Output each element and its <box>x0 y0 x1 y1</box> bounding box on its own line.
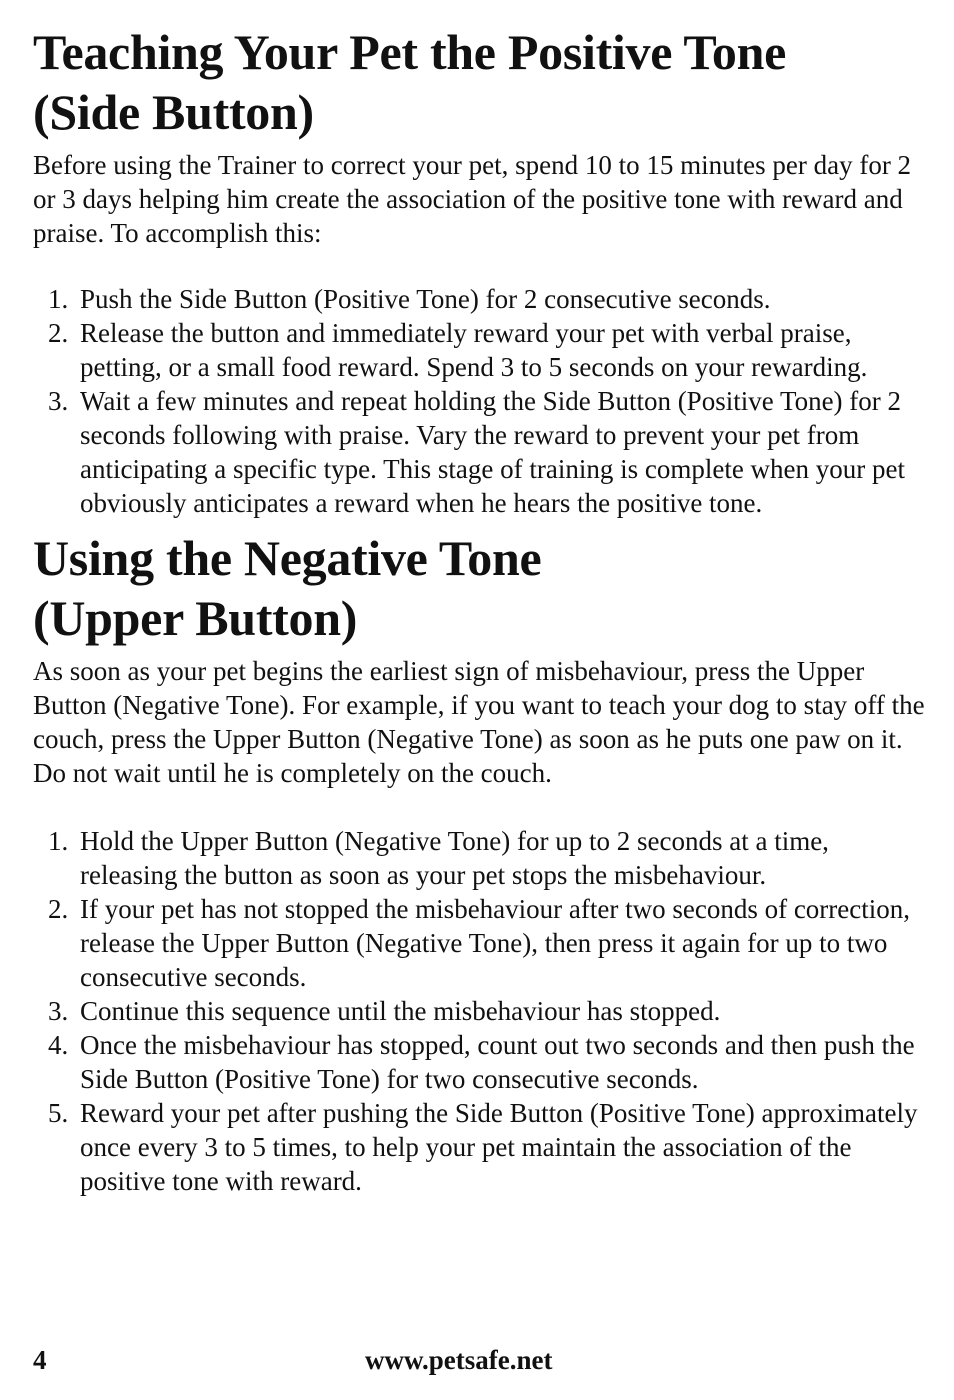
negative-tone-steps <box>33 824 928 1198</box>
step-text: Once the misbehaviour has stopped, count out two seconds and then push the Side Button (Positive Tone) for two consecutive seconds. <box>80 1030 915 1094</box>
step-number: 4. <box>48 1030 69 1060</box>
step-number: 3. <box>48 996 69 1026</box>
list-item <box>33 892 928 994</box>
website-link[interactable]: www.petsafe.net <box>365 1345 553 1375</box>
step-text: Continue this sequence until the misbehaviour has stopped. <box>80 996 721 1026</box>
positive-tone-steps <box>33 282 928 520</box>
positive-tone-heading <box>33 22 928 142</box>
list-item <box>33 282 928 316</box>
positive-tone-heading-text: Teaching Your Pet the Positive Tone (Side Button) <box>33 24 786 140</box>
step-text: Push the Side Button (Positive Tone) for 2 consecutive seconds. <box>80 284 771 314</box>
list-item <box>33 994 928 1028</box>
step-text: Reward your pet after pushing the Side Button (Positive Tone) approximately once every 3 to 5 times, to help your pet maintain the association of the positive tone with reward. <box>80 1098 918 1196</box>
list-item <box>33 316 928 384</box>
step-text: Hold the Upper Button (Negative Tone) for up to 2 seconds at a time, releasing the button as soon as your pet stops the misbehaviour. <box>80 826 829 890</box>
negative-tone-heading <box>33 528 928 648</box>
step-number: 1. <box>48 826 69 856</box>
step-number: 1. <box>48 284 69 314</box>
list-item <box>33 1028 928 1096</box>
step-text: If your pet has not stopped the misbehaviour after two seconds of correction, release the Upper Button (Negative Tone), then press it again for up to two consecutive seconds. <box>80 894 911 992</box>
positive-tone-intro: Before using the Trainer to correct your pet, spend 10 to 15 minutes per day for 2 or 3 days helping him create the association of the positive tone with reward and praise. To accomplish this: <box>33 150 912 248</box>
step-number: 3. <box>48 386 69 416</box>
step-number: 2. <box>48 894 69 924</box>
step-number: 2. <box>48 318 69 348</box>
step-text: Release the button and immediately reward your pet with verbal praise, petting, or a small food reward. Spend 3 to 5 seconds on your rewarding. <box>80 318 868 382</box>
negative-tone-heading-text: Using the Negative Tone (Upper Button) <box>33 530 542 646</box>
page-number: 4 <box>33 1345 47 1375</box>
step-number: 5. <box>48 1098 69 1128</box>
list-item <box>33 1096 928 1198</box>
document-page <box>33 22 928 1198</box>
page-footer <box>33 1340 928 1380</box>
list-item <box>33 824 928 892</box>
list-item <box>33 384 928 520</box>
negative-tone-intro: As soon as your pet begins the earliest sign of misbehaviour, press the Upper Button (Negative Tone). For example, if you want to teach your dog to stay off the couch, press the Upper Button (Negative Tone) as soon as he puts one paw on it. Do not wait until he is completely on the couch. <box>33 656 925 788</box>
step-text: Wait a few minutes and repeat holding the Side Button (Positive Tone) for 2 seconds following with praise. Vary the reward to prevent your pet from anticipating a specific type. This stage of training is complete when your pet obviously anticipates a reward when he hears the positive tone. <box>80 386 906 518</box>
